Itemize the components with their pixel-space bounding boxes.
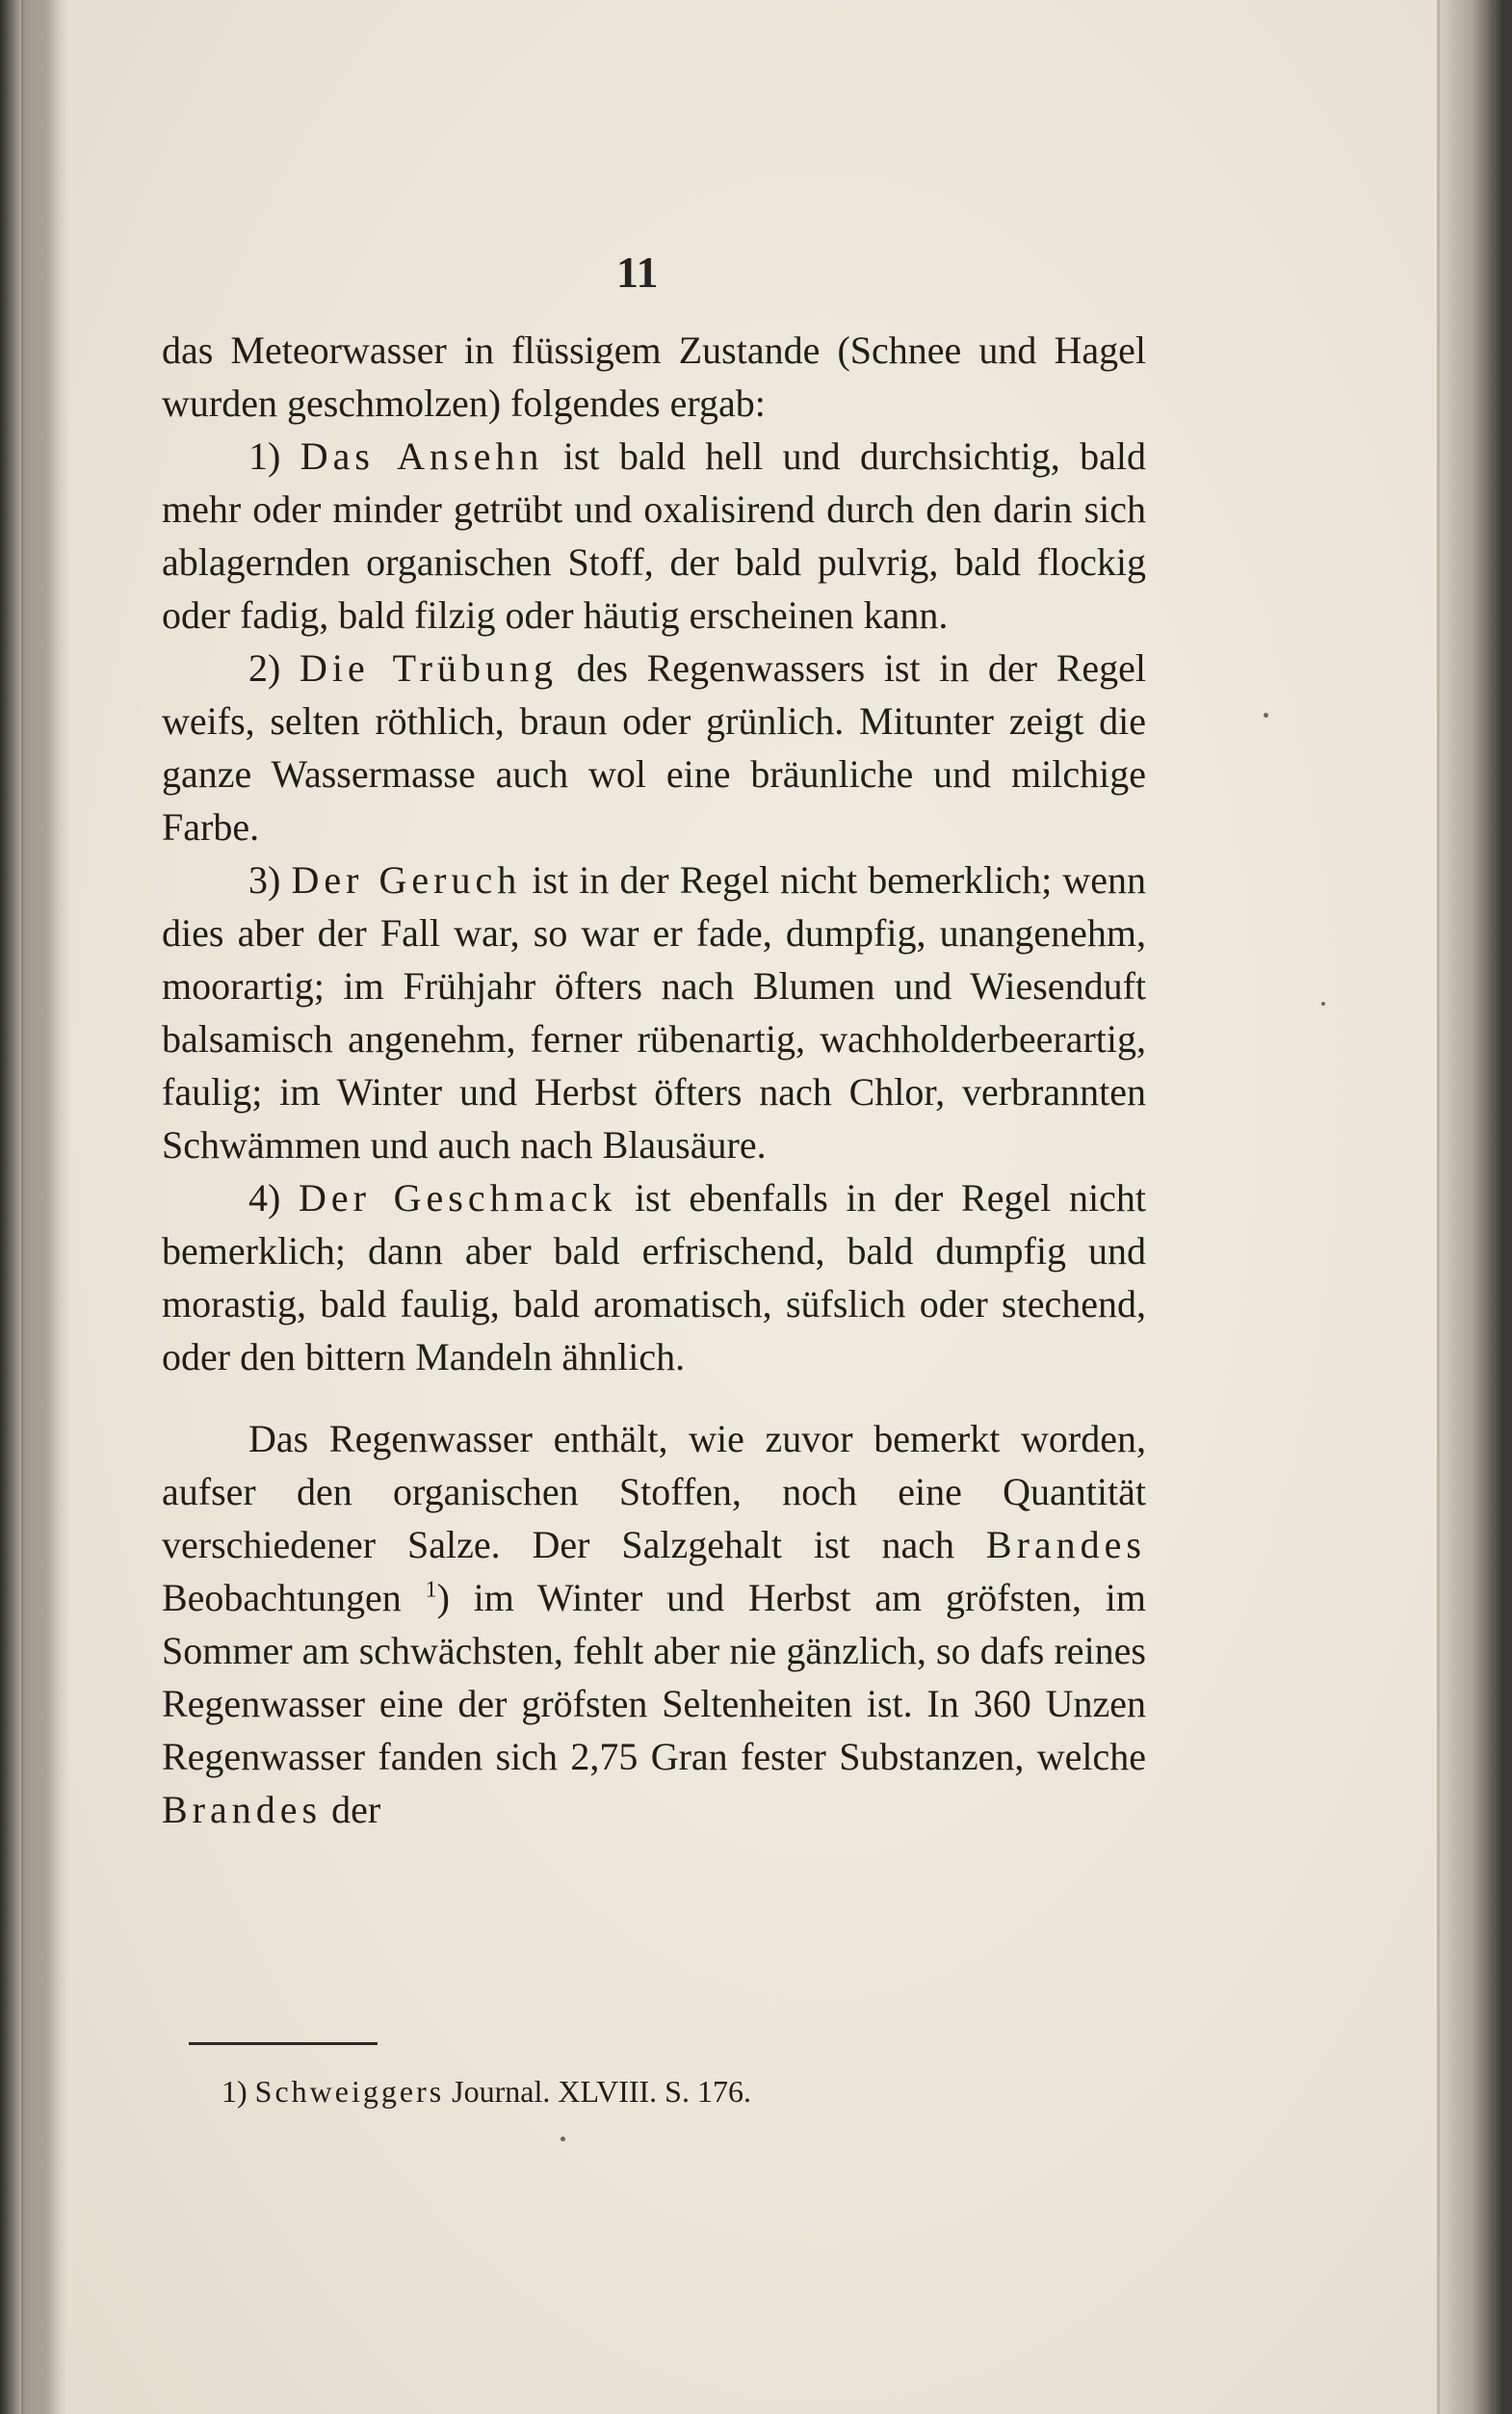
item-4-keyword: Der Geschmack <box>299 1176 617 1220</box>
footnote-citation: Journal. XLVIII. S. 176. <box>452 2074 751 2109</box>
item-3-text: ist in der Regel nicht bemerklich; wenn dies aber der Fall war, so war er fade, dumpfig, unangenehm, moorartig; im Frühjahr öfters nach Blumen und Wiesenduft balsamisch angenehm, ferner rübenartig, wachholderbeerartig, faulig; im Winter und Herbst öfters nach Chlor, verbrannten Schwämmen und auch nach Blausäure. <box>162 858 1147 1167</box>
item-4-paragraph <box>162 1171 1146 1383</box>
closing-mid: Beobachtungen <box>162 1576 402 1619</box>
item-1-text: ist bald hell und durchsichtig, bald mehr oder minder getrübt und oxalisirend durch den darin sich ablagernden organischen Stoff, der bald pulvrig, bald flockig oder fadig, bald filzig oder häutig erscheinen kann. <box>162 434 1146 637</box>
item-1-keyword: Das Ansehn <box>300 434 544 478</box>
item-3-keyword: Der Geruch <box>291 858 522 902</box>
item-4-number: 4) <box>248 1176 281 1220</box>
paper-speck <box>560 2137 565 2141</box>
author-name-brandes: Brandes <box>985 1523 1146 1566</box>
paper-speck <box>1264 713 1268 718</box>
footnote-marker: 1) <box>222 2074 248 2109</box>
item-3-number: 3) <box>248 858 281 902</box>
item-1-paragraph <box>162 430 1146 642</box>
closing-lead: Das Regenwasser enthält, wie zuvor bemerkt worden, aufser den organischen Stoffen, noch eine Quantität verschiedener Salze. Der Salzgehalt ist nach <box>162 1417 1146 1566</box>
closing-paragraph <box>162 1412 1146 1836</box>
body-text <box>162 324 1146 1836</box>
previous-page-edge <box>21 0 69 2414</box>
item-1-number: 1) <box>248 434 281 478</box>
page-number: 11 <box>616 248 659 297</box>
paper-speck <box>1321 1002 1325 1006</box>
footnote-source: Schweiggers <box>254 2074 445 2109</box>
item-4-text: ist ebenfalls in der Regel nicht bemerklich; dann aber bald erfrischend, bald dumpfig und morastig, bald faulig, bald aromatisch, süfslich oder stechend, oder den bittern Mandeln ähnlich. <box>162 1176 1147 1378</box>
item-2-number: 2) <box>248 646 281 690</box>
closing-end: der <box>331 1788 381 1831</box>
closing-tail: ) im Winter und Herbst am gröfsten, im Sommer am schwächsten, fehlt aber nie gänzlich, so dafs reines Regenwasser eine der gröfsten Seltenheiten ist. In 360 Unzen Regenwasser fanden sich 2,75 Gran fester Substanzen, welche <box>162 1576 1146 1778</box>
item-2-keyword: Die Trübung <box>299 646 558 690</box>
item-2-paragraph <box>162 642 1146 853</box>
author-name-brandes-2: Brandes <box>162 1788 323 1831</box>
footnote-divider <box>189 2042 378 2045</box>
item-3-paragraph <box>162 853 1146 1171</box>
intro-paragraph <box>162 324 1146 430</box>
item-2-text: des Regenwassers ist in der Regel weifs, selten röthlich, braun oder grünlich. Mitunter zeigt die ganze Wassermasse auch wol eine bräunliche und milchige Farbe. <box>162 646 1147 849</box>
footnote-reference: 1 <box>425 1577 437 1603</box>
footnote <box>222 2074 751 2110</box>
intro-text: das Meteorwasser in flüssigem Zustande (Schnee und Hagel wurden geschmolzen) folgendes ergab: <box>162 328 1146 425</box>
